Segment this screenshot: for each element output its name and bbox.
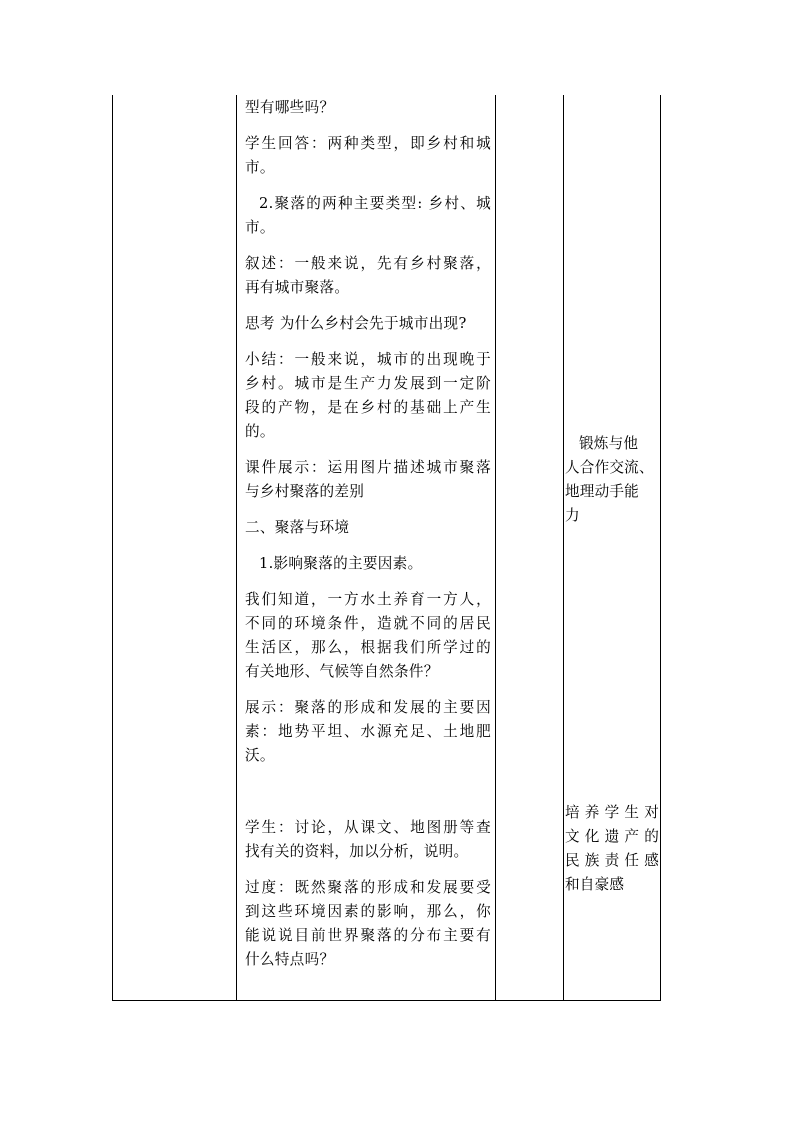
para-courseware: 课件展示：运用图片描述城市聚落 <box>245 459 491 476</box>
para-we-know-line2: 不同的环境条件，造就不同的居民 <box>245 615 491 632</box>
note1-line4: 力 <box>565 507 580 524</box>
note1-line2: 人合作交流、 <box>565 459 654 476</box>
para-display: 展示：聚落的形成和发展的主要因 <box>245 699 491 716</box>
table-border-col3 <box>563 95 564 1001</box>
para-main-factors: 1.影响聚落的主要因素。 <box>259 555 423 572</box>
table-border-right <box>660 95 661 1001</box>
para-two-types-cont: 市。 <box>245 219 275 236</box>
para-student-discuss-cont: 找有关的资料，加以分析，说明。 <box>245 843 469 860</box>
design-intent-note-2 <box>565 801 659 897</box>
para-transition-line3: 能说说目前世界聚落的分布主要有 <box>245 927 491 944</box>
para-display-line2: 素：地势平坦、水源充足、土地肥 <box>245 723 491 740</box>
para-we-know: 我们知道，一方水土养育一方人， <box>245 591 491 608</box>
para-think: 思考 为什么乡村会先于城市出现? <box>245 315 467 332</box>
para-transition-line4: 什么特点吗？ <box>245 951 335 968</box>
section-heading-settlement-environment: 二、聚落与环境 <box>245 519 350 536</box>
table-border-left <box>112 95 113 1001</box>
para-transition: 过度：既然聚落的形成和发展要受 <box>245 879 491 896</box>
para-narration-cont: 再有城市聚落。 <box>245 279 350 296</box>
para-student-answer: 学生回答：两种类型，即乡村和城 <box>245 135 491 152</box>
para-transition-line2: 到这些环境因素的影响，那么，你 <box>245 903 491 920</box>
note2-line1: 培养学生对 <box>565 804 659 821</box>
note1-line1: 锻炼与他 <box>579 435 639 452</box>
note2-line4: 和自豪感 <box>565 876 625 893</box>
para-student-answer-cont: 市。 <box>245 159 275 176</box>
para-narration: 叙述：一般来说，先有乡村聚落， <box>245 255 491 272</box>
note1-line3: 地理动手能 <box>565 483 639 500</box>
table-border-col1 <box>236 95 237 1001</box>
table-border-col2 <box>495 95 496 1001</box>
para-courseware-cont: 与乡村聚落的差别 <box>245 483 365 500</box>
para-student-discuss: 学生：讨论，从课文、地图册等查 <box>245 819 491 836</box>
table-border-bottom <box>112 1000 661 1001</box>
para-we-know-line3: 生活区，那么，根据我们所学过的 <box>245 639 491 656</box>
para-two-types: 2.聚落的两种主要类型: 乡村、城 <box>259 195 491 212</box>
note2-line2: 文化遗产的 <box>565 828 659 845</box>
para-summary-line4: 的。 <box>245 423 275 440</box>
para-type-question: 型有哪些吗？ <box>245 99 335 116</box>
teaching-process-cell <box>245 96 491 972</box>
para-summary: 小结：一般来说，城市的出现晚于 <box>245 351 491 368</box>
para-summary-line3: 段的产物，是在乡村的基础上产生 <box>245 399 491 416</box>
para-we-know-line4: 有关地形、气候等自然条件？ <box>245 663 439 680</box>
para-summary-line2: 乡村。城市是生产力发展到一定阶 <box>245 375 491 392</box>
design-intent-note-1 <box>565 432 659 528</box>
note2-line3: 民族责任感 <box>565 852 659 869</box>
para-display-line3: 沃。 <box>245 747 275 764</box>
